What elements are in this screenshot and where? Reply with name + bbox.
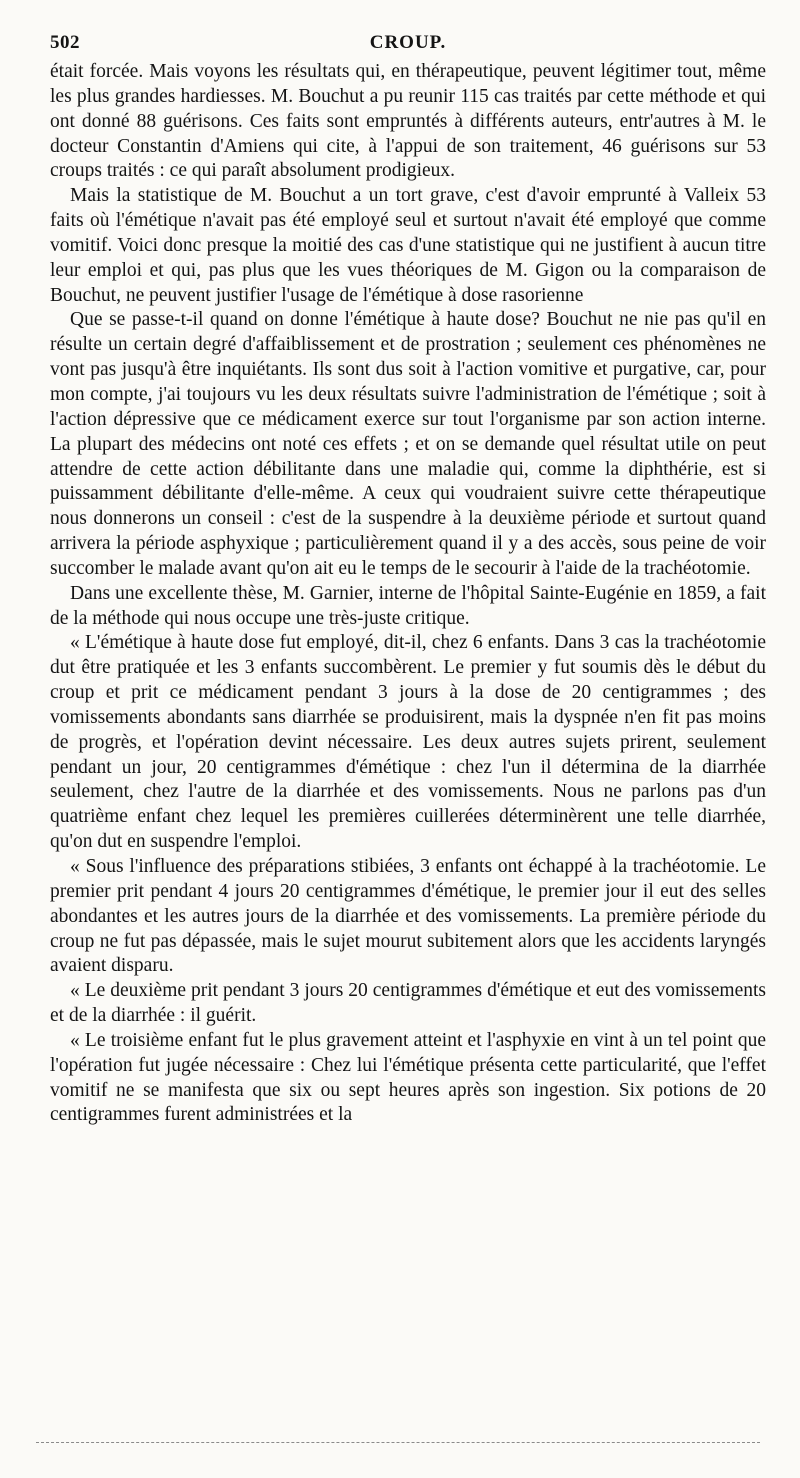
paragraph-4: Dans une excellente thèse, M. Garnier, interne de l'hôpital Sainte-Eugénie en 1859, a fait de la méthode qui nous occupe une très-juste critique. xyxy=(50,582,766,629)
body-text xyxy=(50,60,766,1128)
running-title: CROUP. xyxy=(369,32,447,53)
paragraph-5: « L'émétique à haute dose fut employé, dit-il, chez 6 enfants. Dans 3 cas la trachéotomie dut être pratiquée et les 3 enfants succombèrent. Le premier y fut soumis dès le début du croup et prit ce médicament pendant 3 jours à la dose de 20 centigrammes ; des vomissements abondants sans diarrhée se produisirent, mais la dyspnée n'en fit pas moins de progrès, et l'opération devint nécessaire. Les deux autres sujets prirent, seulement pendant un jour, 20 centigrammes d'émétique : chez l'un il détermina de la diarrhée seulement, chez l'autre de la diarrhée et des vomissements. Nous ne parlons pas d'un quatrième enfant chez lequel les premières cuillerées déterminèrent une telle diarrhée, qu'on dut en suspendre l'emploi. xyxy=(50,632,766,853)
paragraph-2: Mais la statistique de M. Bouchut a un tort grave, c'est d'avoir emprunté à Valleix 53 faits où l'émétique n'avait pas été employé seul et surtout n'avait été employé que comme vomitif. Voici donc presque la moitié des cas d'une statistique qui ne justifient à aucun titre leur emploi et qui, pas plus que les vues théoriques de M. Gigon ou la comparaison de Bouchut, ne peuvent justifier l'usage de l'émétique à dose rasorienne xyxy=(50,185,766,306)
paragraph-6: « Sous l'influence des préparations stibiées, 3 enfants ont échappé à la trachéotomie. Le premier prit pendant 4 jours 20 centigrammes d'émétique, le premier jour il eut des selles abondantes et les autres jours de la diarrhée et des vomissements. La première période du croup ne fut pas dépassée, mais le sujet mourut subitement alors que les accidents laryngés avaient disparu. xyxy=(50,856,766,977)
running-head xyxy=(50,26,766,60)
paragraph-8: « Le troisième enfant fut le plus gravement atteint et l'asphyxie en vint à un tel point que l'opération fut jugée nécessaire : Chez lui l'émétique présenta cette particularité, que l'effet vomitif ne se manifesta que six ou sept heures après son ingestion. Six potions de 20 centigrammes furent administrées et la xyxy=(50,1029,766,1126)
page-number: 502 xyxy=(50,32,80,53)
paragraph-3: Que se passe-t-il quand on donne l'émétique à haute dose? Bouchut ne nie pas qu'il en résulte un certain degré d'affaiblissement et de prostration ; seulement ces phénomènes ne vont pas jusqu'à être inquiétants. Ils sont dus soit à l'action vomitive et purgative, car, pour mon compte, j'ai toujours vu les deux résultats suivre l'administration de l'émétique ; soit à l'action dépressive que ce médicament exerce sur tout l'organisme par son action interne. La plupart des médecins ont noté ces effets ; et on se demande quel résultat utile on peut attendre de cette action débilitante dans une maladie qui, comme la diphthérie, est si puissamment débilitante d'elle-même. A ceux qui voudraient suivre cette thérapeutique nous donnerons un conseil : c'est de la suspendre à la deuxième période et surtout quand arrivera la période asphyxique ; particulièrement quand il y a des accès, sous peine de voir succomber le malade avant qu'on ait eu le temps de le secourir à l'aide de la trachéotomie. xyxy=(50,309,766,579)
footer-rule xyxy=(36,1442,760,1443)
paragraph-7: « Le deuxième prit pendant 3 jours 20 centigrammes d'émétique et eut des vomissements et de la diarrhée : il guérit. xyxy=(50,980,766,1027)
paragraph-1: était forcée. Mais voyons les résultats qui, en thérapeutique, peuvent légitimer tout, même les plus grandes hardiesses. M. Bouchut a pu reunir 115 cas traités par cette méthode et qui ont donné 88 guérisons. Ces faits sont empruntés à différents auteurs, entr'autres à M. le docteur Constantin d'Amiens qui cite, à l'appui de son traitement, 46 guérisons sur 53 croups traités : ce qui paraît absolument prodigieux. xyxy=(50,61,766,182)
